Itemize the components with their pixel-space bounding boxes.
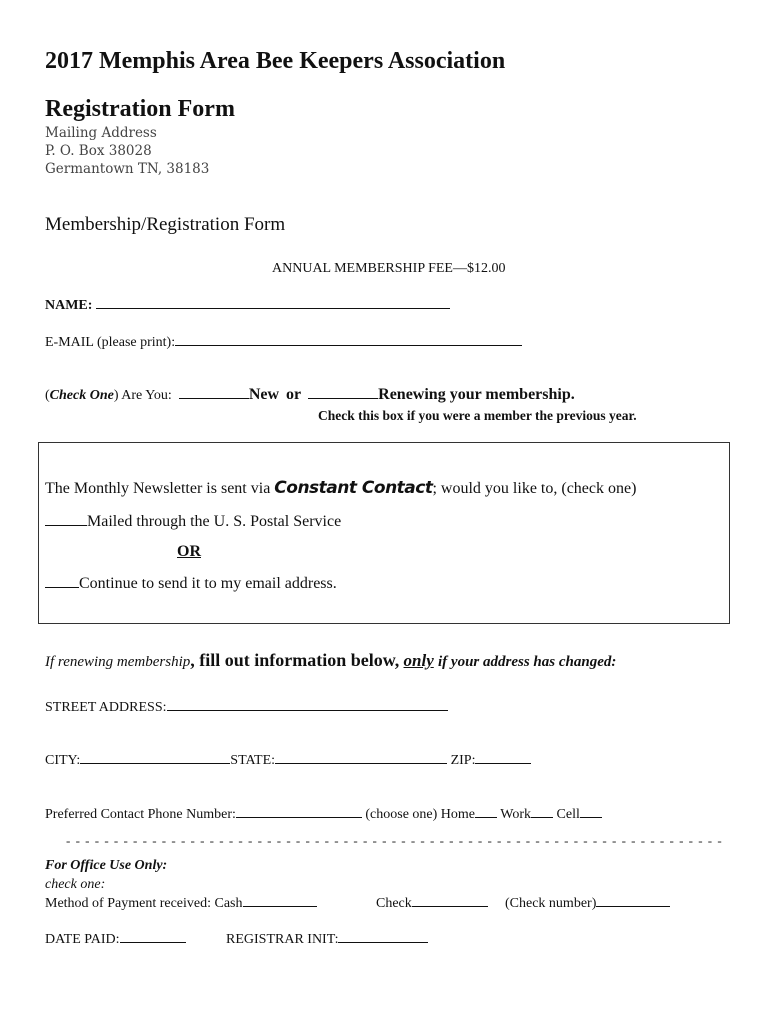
or-label: or [286,386,302,403]
cash-field[interactable] [243,894,317,907]
email-option-label: Continue to send it to my email address. [79,575,337,592]
date-paid-row [45,930,186,948]
email-label: E-MAIL (please print): [45,335,176,350]
cell-label: Cell [556,807,580,822]
city-line: Germantown TN, 38183 [45,161,210,177]
check-payment-row [376,894,488,912]
phone-label: Preferred Contact Phone Number: [45,807,236,822]
mail-option-checkbox[interactable] [45,513,87,526]
state-label: STATE: [230,753,276,768]
check-field[interactable] [412,894,488,907]
home-checkbox[interactable] [475,805,497,818]
registrar-row [226,930,428,948]
check-label: Check [376,896,412,911]
zip-field[interactable] [475,751,531,764]
office-check-one: check one: [45,877,106,892]
mail-option-row [45,513,341,531]
city-field[interactable] [80,751,230,764]
cell-checkbox[interactable] [580,805,602,818]
mail-option-label: Mailed through the U. S. Postal Service [87,513,342,530]
email-option-row [45,575,337,593]
newsletter-intro-end: ; would you like to, (check one) [432,480,637,497]
street-row [45,698,448,716]
city-state-zip-row [45,751,531,769]
zip-label: ZIP: [450,753,476,768]
name-label: NAME: [45,298,93,313]
phone-row [45,805,602,823]
email-field[interactable] [175,333,522,346]
annual-fee: ANNUAL MEMBERSHIP FEE—$12.00 [272,261,506,276]
state-field[interactable] [275,751,447,764]
street-field[interactable] [167,698,448,711]
check-number-row [505,894,670,912]
check-number-field[interactable] [596,894,670,907]
mailing-address-label: Mailing Address [45,125,157,141]
date-paid-label: DATE PAID: [45,932,120,947]
cash-label: Method of Payment received: Cash [45,896,243,911]
registrar-label: REGISTRAR INIT: [226,932,339,947]
name-field[interactable] [96,296,450,309]
registrar-field[interactable] [338,930,428,943]
work-checkbox[interactable] [531,805,553,818]
newsletter-question [45,478,636,498]
date-paid-field[interactable] [120,930,186,943]
previous-member-note: Check this box if you were a member the previous year. [318,408,637,423]
renew-tail: if your address has changed: [438,654,617,670]
new-checkbox[interactable] [179,386,249,399]
city-label: CITY: [45,753,81,768]
phone-field[interactable] [236,805,362,818]
choose-one-home-label: (choose one) Home [365,807,476,822]
renewing-checkbox[interactable] [308,386,378,399]
address-change-instruction: If renewing membership, fill out information below, only if your address has changed: [45,650,617,670]
new-label: New [248,386,280,403]
form-title: Registration Form [45,96,235,122]
work-label: Work [500,807,532,822]
po-box: P. O. Box 38028 [45,143,152,159]
renewing-label: Renewing your membership. [378,386,575,403]
are-you-label: ) Are You: [113,388,172,403]
renew-lead: If renewing membership [45,654,191,670]
newsletter-intro: The Monthly Newsletter is sent via [45,480,275,497]
dashed-separator: - - - - - - - - - - - - - - - - - - - - - - - - - - - - - - - - - - - - - - - - - - - - - - - - - - - - - - - - - - - - - - - - - - - - - [66,833,723,848]
renew-bold: fill out information below, [199,650,400,670]
newsletter-box [38,442,730,624]
or-divider: OR [177,543,201,560]
email-row [45,333,522,351]
association-title: 2017 Memphis Area Bee Keepers Association [45,48,506,74]
form-subtitle: Membership/Registration Form [45,214,286,235]
name-row [45,296,450,314]
membership-type-row: (Check One) Are You: New or Renewing your membership. [45,386,575,403]
office-use-heading: For Office Use Only: [45,858,168,873]
constant-contact-label: Constant Contact [274,478,433,498]
only-emphasis: only [403,651,434,670]
payment-method-row [45,894,317,912]
check-one-label: Check One [49,388,114,403]
check-number-label: (Check number) [505,896,597,911]
email-option-checkbox[interactable] [45,575,79,588]
street-label: STREET ADDRESS: [45,700,167,715]
